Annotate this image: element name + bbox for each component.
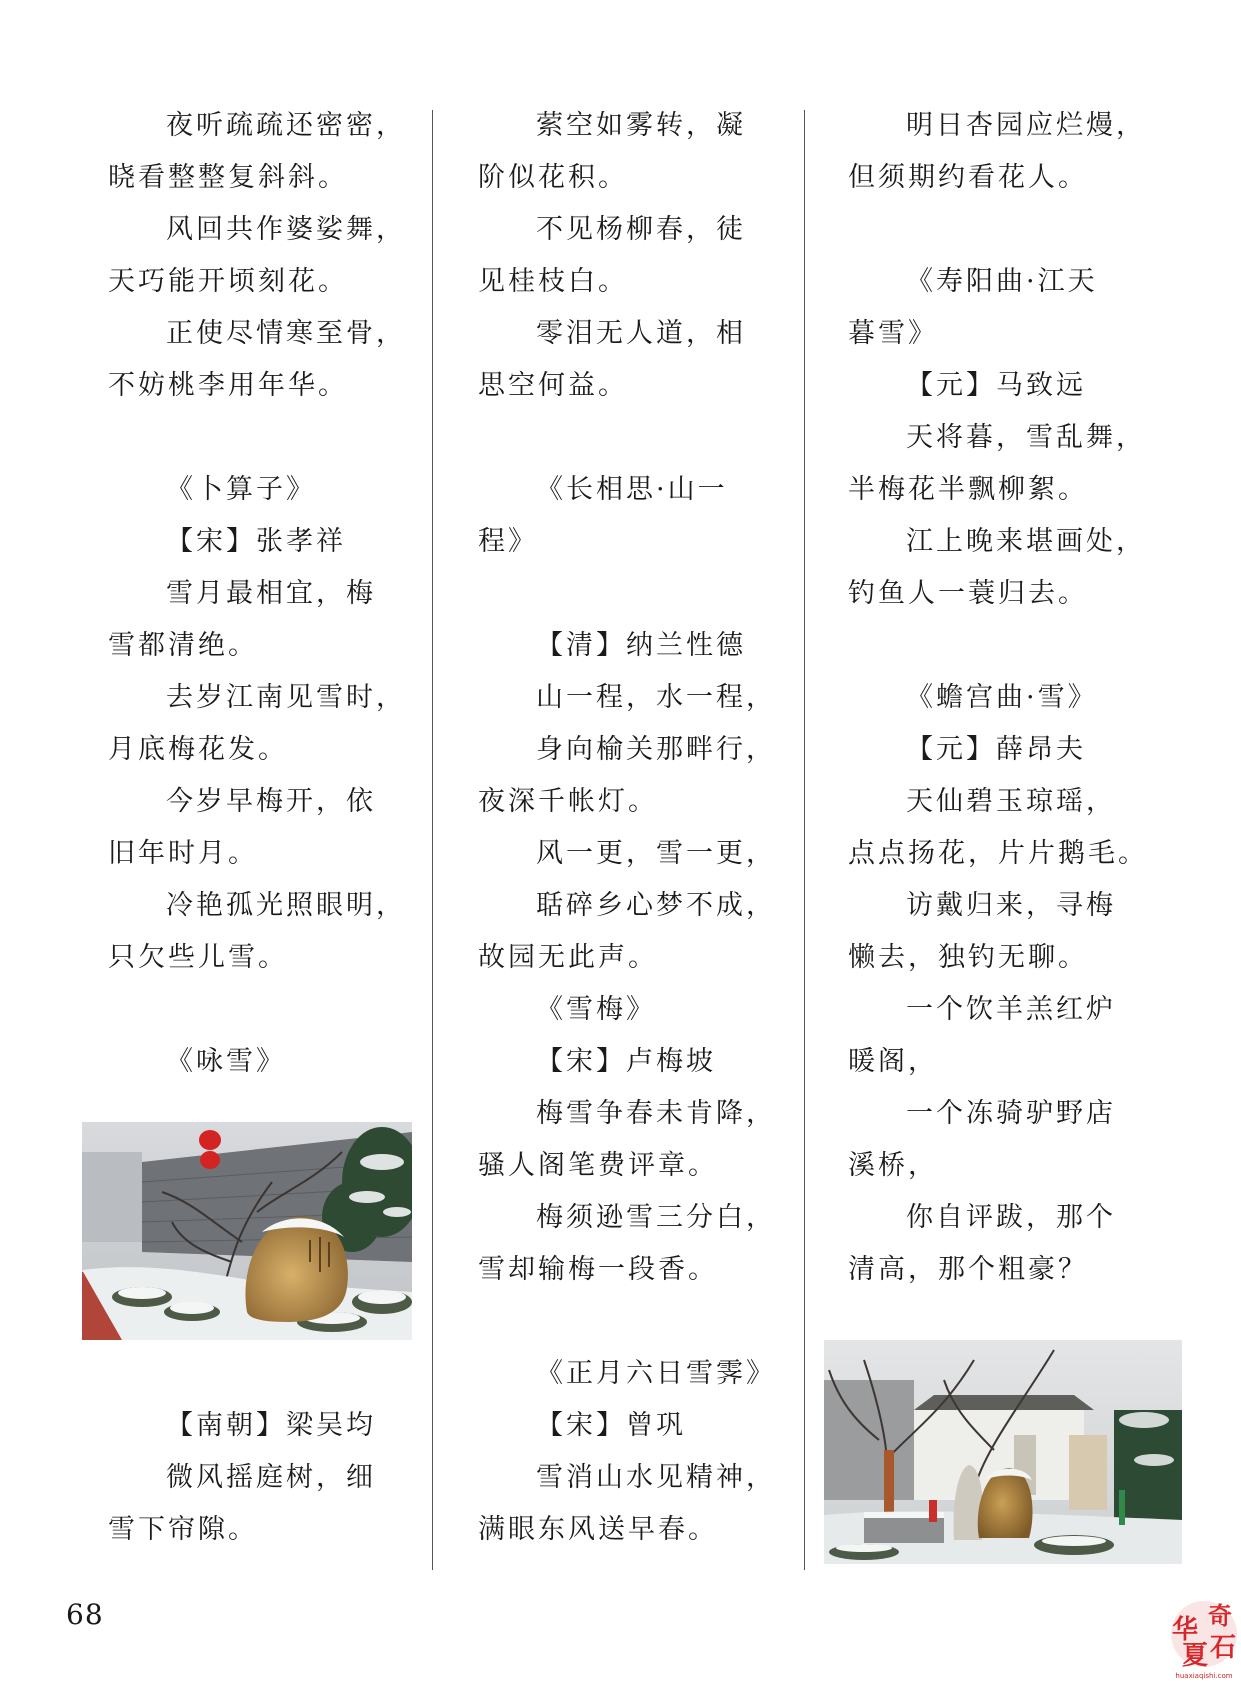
poem-line: 江上晚来堪画处， — [906, 526, 1146, 557]
poem-line: 半梅花半飘柳絮。 — [848, 474, 1088, 505]
poem-line: 暮雪》 — [848, 318, 938, 349]
poem-line: 雪都清绝。 — [108, 630, 258, 661]
poem-line: 零泪无人道，相 — [536, 318, 746, 349]
poem-line: 微风摇庭树，细 — [166, 1462, 376, 1493]
snow-garden-photo — [82, 1122, 412, 1340]
poem-line: 聒碎乡心梦不成， — [536, 890, 776, 921]
snow-courtyard-illustration — [824, 1340, 1182, 1564]
poem-line: 不妨桃李用年华。 — [108, 370, 348, 401]
poem-line: 故园无此声。 — [478, 942, 658, 973]
poem-line: 点点扬花，片片鹅毛。 — [848, 838, 1148, 869]
poem-line: 【元】薛昂夫 — [906, 734, 1086, 765]
watermark-char-shi: 石 — [1210, 1633, 1237, 1663]
poem-line: 夜深千帐灯。 — [478, 786, 658, 817]
poem-line: 【南朝】梁吴均 — [166, 1410, 376, 1441]
poem-line: 雪下帘隙。 — [108, 1514, 258, 1545]
poem-line: 清高，那个粗豪？ — [848, 1254, 1088, 1285]
poem-line: 山一程，水一程， — [536, 682, 776, 713]
poem-line: 暖阁， — [848, 1046, 938, 1077]
poem-line: 天将暮，雪乱舞， — [906, 422, 1146, 453]
blank-line — [478, 1296, 778, 1348]
poem-line: 阶似花积。 — [478, 162, 628, 193]
poem-line: 风回共作婆娑舞， — [166, 214, 406, 245]
poem-line: 只欠些儿雪。 — [108, 942, 288, 973]
poem-line: 访戴归来，寻梅 — [906, 890, 1116, 921]
poem-line: 夜听疏疏还密密， — [166, 110, 406, 141]
poem-line: 【宋】曾巩 — [536, 1410, 686, 1441]
blank-line — [848, 620, 1148, 672]
poem-line: 天巧能开顷刻花。 — [108, 266, 348, 297]
blank-line — [478, 568, 778, 620]
poem-line: 程》 — [478, 526, 538, 557]
poem-line: 雪消山水见精神， — [536, 1462, 776, 1493]
poem-line: 梅雪争春未肯降， — [536, 1098, 776, 1129]
poem-line: 《长相思·山一 — [536, 474, 728, 505]
poem-line: 旧年时月。 — [108, 838, 258, 869]
poem-line: 《卜算子》 — [166, 474, 316, 505]
poem-line: 身向榆关那畔行， — [536, 734, 776, 765]
poem-line: 雪月最相宜，梅 — [166, 578, 376, 609]
watermark-char-hua: 华 — [1172, 1615, 1199, 1645]
poem-line: 见桂枝白。 — [478, 266, 628, 297]
blank-line — [848, 204, 1148, 256]
snow-courtyard-photo — [824, 1340, 1182, 1564]
poem-line: 一个饮羊羔红炉 — [906, 994, 1116, 1025]
blank-line — [108, 1348, 408, 1400]
poem-line: 《咏雪》 — [166, 1046, 286, 1077]
column-divider — [804, 110, 805, 1570]
watermark-url: huaxiaqishi.com — [1175, 1672, 1233, 1680]
text-column-2 — [478, 100, 778, 1556]
poem-line: 思空何益。 — [478, 370, 628, 401]
poem-line: 《寿阳曲·江天 — [906, 266, 1098, 297]
watermark-char-xia: 夏 — [1182, 1641, 1209, 1671]
blank-line — [108, 412, 408, 464]
poem-line: 晓看整整复斜斜。 — [108, 162, 348, 193]
poem-line: 钓鱼人一蓑归去。 — [848, 578, 1088, 609]
watermark-char-qi: 奇 — [1208, 1601, 1232, 1630]
poem-line: 《雪梅》 — [536, 994, 656, 1025]
poem-line: 不见杨柳春，徒 — [536, 214, 746, 245]
poem-line: 【宋】卢梅坡 — [536, 1046, 716, 1077]
poem-line: 明日杏园应烂熳， — [906, 110, 1146, 141]
poem-line: 懒去，独钓无聊。 — [848, 942, 1088, 973]
poem-line: 【元】马致远 — [906, 370, 1086, 401]
poem-line: 月底梅花发。 — [108, 734, 288, 765]
poem-line: 梅须逊雪三分白， — [536, 1202, 776, 1233]
poem-line: 《正月六日雪霁》 — [536, 1358, 776, 1389]
page-number: 68 — [66, 1598, 104, 1631]
poem-line: 你自评跋，那个 — [906, 1202, 1116, 1233]
poem-line: 满眼东风送早春。 — [478, 1514, 718, 1545]
text-column-3 — [848, 100, 1148, 1296]
poem-line: 但须期约看花人。 — [848, 162, 1088, 193]
snow-garden-illustration — [82, 1122, 412, 1340]
poem-line: 雪却输梅一段香。 — [478, 1254, 718, 1285]
blank-line — [108, 984, 408, 1036]
poem-line: 去岁江南见雪时， — [166, 682, 406, 713]
blank-line — [478, 412, 778, 464]
site-watermark-logo — [1168, 1596, 1240, 1682]
poem-line: 溪桥， — [848, 1150, 938, 1181]
poem-line: 今岁早梅开，依 — [166, 786, 376, 817]
poem-line: 冷艳孤光照眼明， — [166, 890, 406, 921]
watermark-seal-icon — [1168, 1596, 1240, 1682]
poem-line: 风一更，雪一更， — [536, 838, 776, 869]
poem-line: 【清】纳兰性德 — [536, 630, 746, 661]
poem-line: 【宋】张孝祥 — [166, 526, 346, 557]
column-divider — [432, 110, 433, 1570]
poem-line: 萦空如雾转，凝 — [536, 110, 746, 141]
poem-line: 一个冻骑驴野店 — [906, 1098, 1116, 1129]
poem-line: 《蟾宫曲·雪》 — [906, 682, 1098, 713]
poem-line: 骚人阁笔费评章。 — [478, 1150, 718, 1181]
poem-line: 天仙碧玉琼瑶， — [906, 786, 1116, 817]
poem-line: 正使尽情寒至骨， — [166, 318, 406, 349]
